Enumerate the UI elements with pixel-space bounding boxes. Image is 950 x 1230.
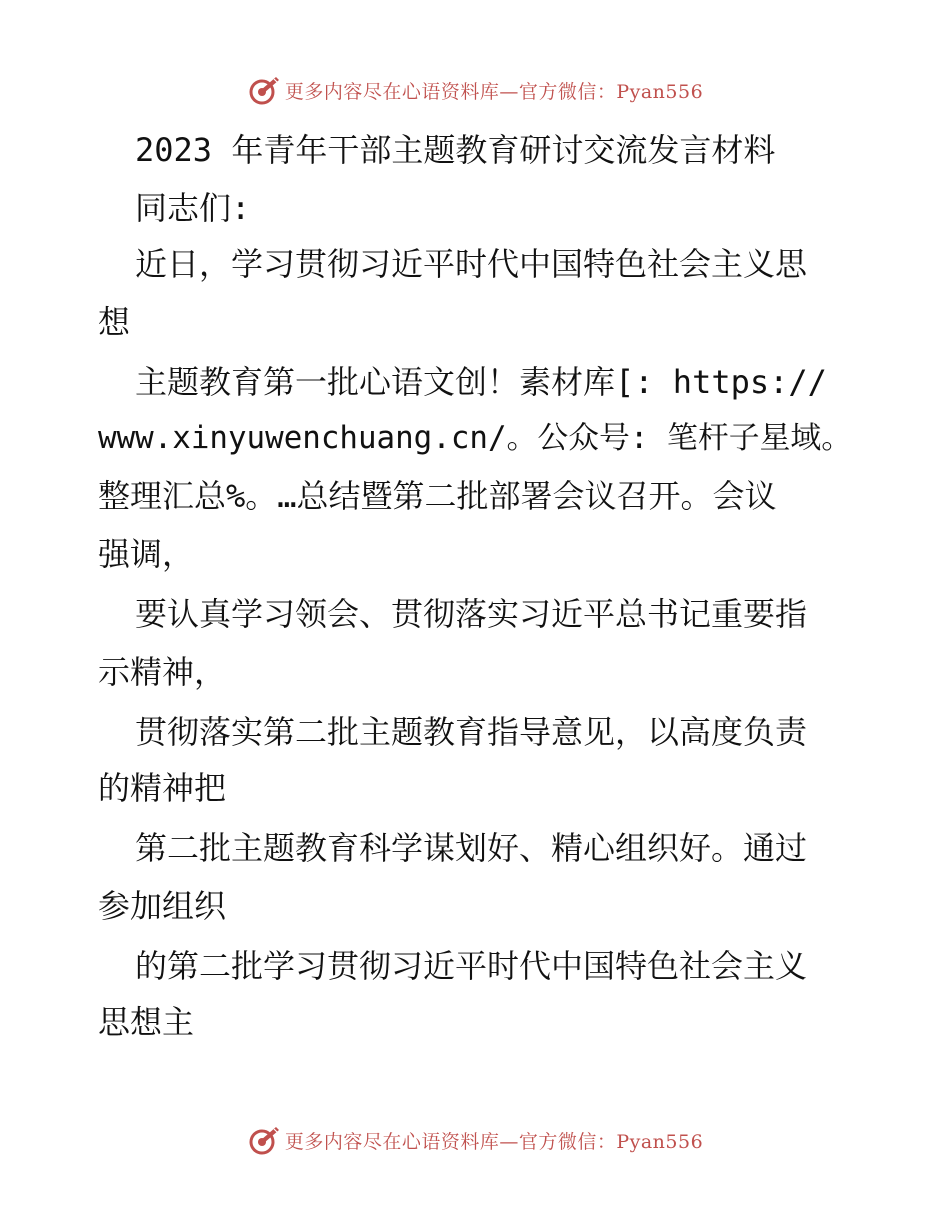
paragraph-line: 示精神， bbox=[98, 653, 227, 691]
watermark-text: 更多内容尽在心语资料库—官方微信：Pyan556 bbox=[284, 1130, 704, 1153]
paragraph-line: 近日，学习贯彻习近平时代中国特色社会主义思 bbox=[135, 245, 808, 283]
paragraph-line: 的精神把 bbox=[98, 769, 227, 807]
paragraph-line: 参加组织 bbox=[98, 887, 227, 925]
paragraph-line: 整理汇总%。…总结暨第二批部署会议召开。会议 bbox=[98, 477, 777, 515]
watermark-text: 更多内容尽在心语资料库—官方微信：Pyan556 bbox=[284, 80, 704, 103]
paragraph-line: 贯彻落实第二批主题教育指导意见，以高度负责 bbox=[135, 713, 808, 751]
paragraph-line: 主题教育第一批心语文创！素材库[: https:// bbox=[135, 363, 827, 401]
footer-watermark bbox=[0, 1120, 950, 1160]
document-title: 2023 年青年干部主题教育研讨交流发言材料 bbox=[135, 131, 776, 169]
paragraph-line: 强调， bbox=[98, 535, 195, 573]
paragraph-line: 第二批主题教育科学谋划好、精心组织好。通过 bbox=[135, 829, 808, 867]
pen-circle-logo-icon bbox=[247, 73, 281, 107]
paragraph-line: 的第二批学习贯彻习近平时代中国特色社会主义 bbox=[135, 947, 808, 985]
paragraph-line: www.xinyuwenchuang.cn/。公众号: 笔杆子星域。 bbox=[98, 420, 853, 456]
pen-circle-logo-icon bbox=[247, 1123, 281, 1157]
paragraph-line: 想 bbox=[98, 303, 131, 341]
paragraph-line: 要认真学习领会、贯彻落实习近平总书记重要指 bbox=[135, 595, 808, 633]
paragraph-line: 思想主 bbox=[98, 1003, 195, 1041]
salutation: 同志们: bbox=[135, 189, 251, 227]
header-watermark bbox=[0, 70, 950, 110]
